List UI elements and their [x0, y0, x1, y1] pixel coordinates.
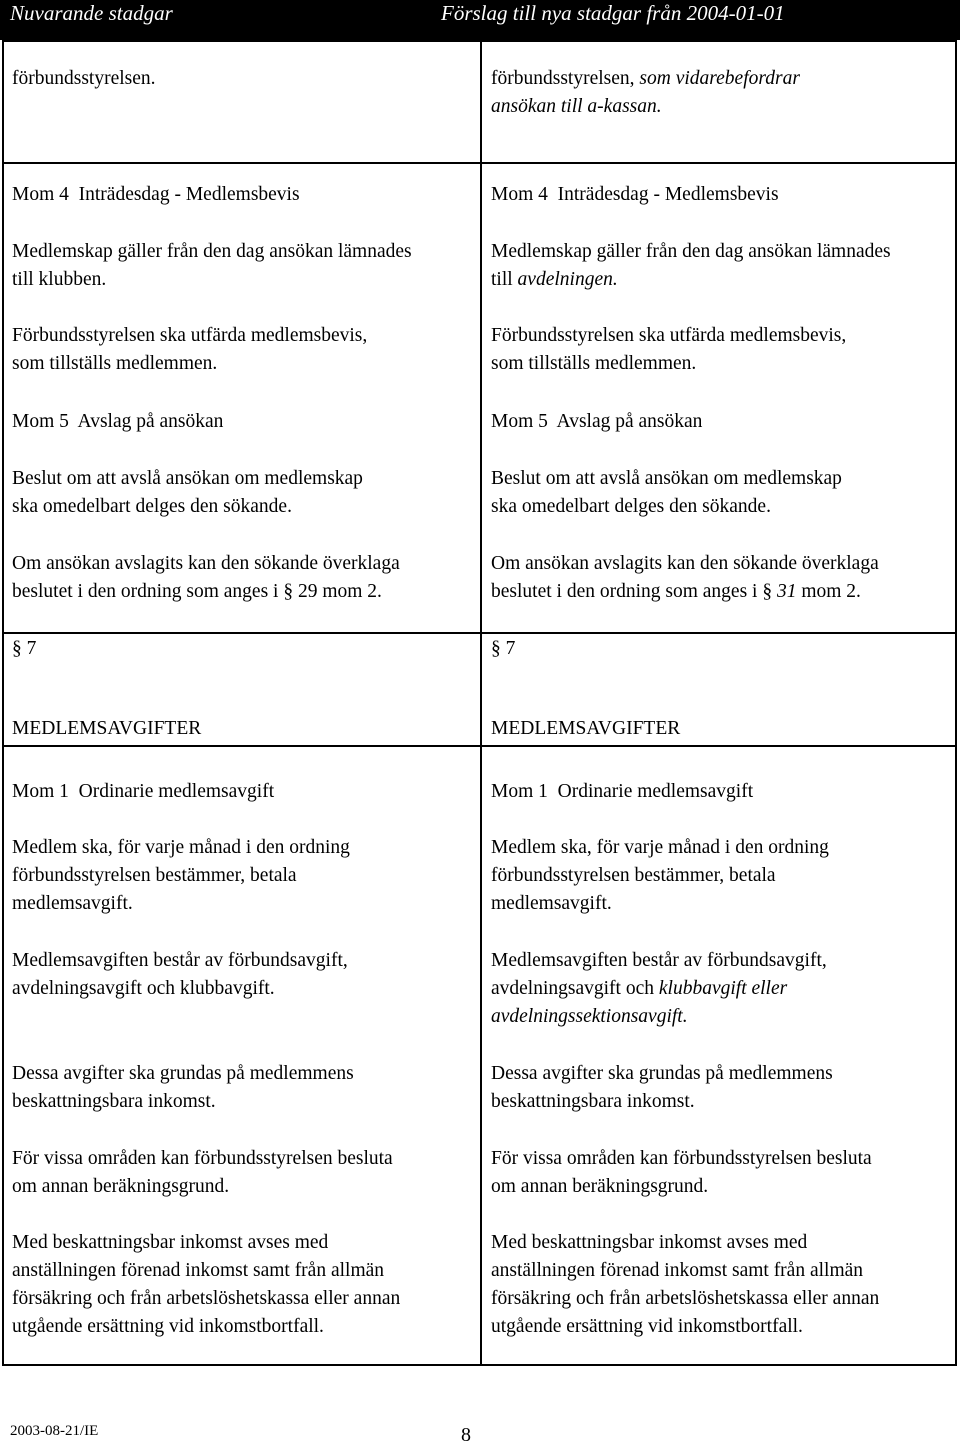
text-line: beskattningsbara inkomst. — [491, 1091, 695, 1112]
mom4-title: Mom 4 Inträdesdag - Medlemsbevis — [12, 184, 300, 205]
text-line: Medlemsavgiften består av förbundsavgift, — [12, 950, 348, 971]
text-line: utgående ersättning vid inkomstbortfall. — [12, 1316, 324, 1337]
text-line: anställningen förenad inkomst samt från allmän — [491, 1260, 864, 1281]
text-line: Dessa avgifter ska grundas på medlemmens — [491, 1063, 833, 1084]
text-span: beslutet i den ordning som anges i § — [491, 581, 777, 602]
text-span: avdelningsavgift och — [491, 978, 659, 999]
mom1-title: Mom 1 Ordinarie medlemsavgift — [12, 781, 275, 802]
text-line — [491, 266, 618, 295]
row-divider — [4, 632, 955, 634]
text-line: som tillställs medlemmen. — [491, 353, 697, 374]
text-line — [491, 93, 662, 122]
section-number: § 7 — [12, 638, 37, 659]
text-line: förbundsstyrelsen. — [12, 68, 156, 89]
text-line — [491, 65, 800, 94]
mom5-title: Mom 5 Avslag på ansökan — [491, 411, 703, 432]
text-line: Med beskattningsbar inkomst avses med — [12, 1232, 329, 1253]
text-line: om annan beräkningsgrund. — [491, 1176, 709, 1197]
text-line — [491, 1003, 688, 1032]
text-line: medlemsavgift. — [12, 893, 133, 914]
text-line: För vissa områden kan förbundsstyrelsen besluta — [12, 1148, 393, 1169]
changed-text: som vidarebefordrar — [634, 68, 800, 89]
row-divider — [4, 745, 955, 747]
column-divider — [480, 42, 482, 1364]
text-line: Förbundsstyrelsen ska utfärda medlemsbevis, — [12, 325, 368, 346]
text-line: Medlemsavgiften består av förbundsavgift, — [491, 950, 827, 971]
text-line: medlemsavgift. — [491, 893, 612, 914]
section-number: § 7 — [491, 638, 516, 659]
changed-text: ansökan till a-kassan. — [491, 96, 662, 117]
text-line: Beslut om att avslå ansökan om medlemskap — [491, 468, 842, 489]
row-divider — [4, 162, 955, 164]
text-line: Medlem ska, för varje månad i den ordning — [12, 837, 350, 858]
text-line: Om ansökan avslagits kan den sökande överklaga — [12, 553, 400, 574]
page-number: 8 — [461, 1424, 471, 1446]
header-proposed-statutes: Förslag till nya stadgar från 2004-01-01 — [441, 1, 785, 25]
text-line: Med beskattningsbar inkomst avses med — [491, 1232, 808, 1253]
comparison-table — [2, 40, 957, 1366]
text-line: förbundsstyrelsen bestämmer, betala — [12, 865, 297, 886]
changed-text: 31 — [776, 581, 797, 602]
text-line: om annan beräkningsgrund. — [12, 1176, 230, 1197]
text-line: Förbundsstyrelsen ska utfärda medlemsbevis, — [491, 325, 847, 346]
text-line: utgående ersättning vid inkomstbortfall. — [491, 1316, 803, 1337]
text-line: beslutet i den ordning som anges i § 29 mom 2. — [12, 581, 382, 602]
text-line: ska omedelbart delges den sökande. — [491, 496, 771, 517]
footer-date: 2003-08-21/IE — [10, 1423, 99, 1439]
text-span: till — [491, 269, 518, 290]
text-line: För vissa områden kan förbundsstyrelsen besluta — [491, 1148, 872, 1169]
text-line: Medlem ska, för varje månad i den ordning — [491, 837, 829, 858]
text-line: Dessa avgifter ska grundas på medlemmens — [12, 1063, 354, 1084]
text-line: ska omedelbart delges den sökande. — [12, 496, 292, 517]
text-line: Medlemskap gäller från den dag ansökan lämnades — [491, 241, 891, 262]
section-heading: MEDLEMSAVGIFTER — [12, 718, 202, 739]
text-line: avdelningsavgift och klubbavgift. — [12, 978, 275, 999]
header-current-statutes: Nuvarande stadgar — [10, 1, 173, 25]
changed-text: avdelningen. — [517, 269, 618, 290]
mom4-title: Mom 4 Inträdesdag - Medlemsbevis — [491, 184, 779, 205]
mom1-title: Mom 1 Ordinarie medlemsavgift — [491, 781, 754, 802]
text-line: beskattningsbara inkomst. — [12, 1091, 216, 1112]
mom5-title: Mom 5 Avslag på ansökan — [12, 411, 224, 432]
text-line: som tillställs medlemmen. — [12, 353, 218, 374]
text-span: förbundsstyrelsen, — [491, 68, 635, 89]
text-line: Beslut om att avslå ansökan om medlemskap — [12, 468, 363, 489]
text-line: förbundsstyrelsen bestämmer, betala — [491, 865, 776, 886]
text-line: försäkring och från arbetslöshetskassa eller annan — [491, 1288, 880, 1309]
text-line — [491, 975, 787, 1004]
text-line: anställningen förenad inkomst samt från allmän — [12, 1260, 385, 1281]
text-line: Medlemskap gäller från den dag ansökan lämnades — [12, 241, 412, 262]
text-line: Om ansökan avslagits kan den sökande överklaga — [491, 553, 879, 574]
changed-text: avdelningssektionsavgift. — [491, 1006, 688, 1027]
changed-text: klubbavgift eller — [658, 978, 788, 999]
text-span: mom 2. — [796, 581, 861, 602]
document-header — [0, 0, 960, 40]
section-heading: MEDLEMSAVGIFTER — [491, 718, 681, 739]
text-line: försäkring och från arbetslöshetskassa eller annan — [12, 1288, 401, 1309]
text-line — [491, 578, 861, 607]
text-line: till klubben. — [12, 269, 107, 290]
